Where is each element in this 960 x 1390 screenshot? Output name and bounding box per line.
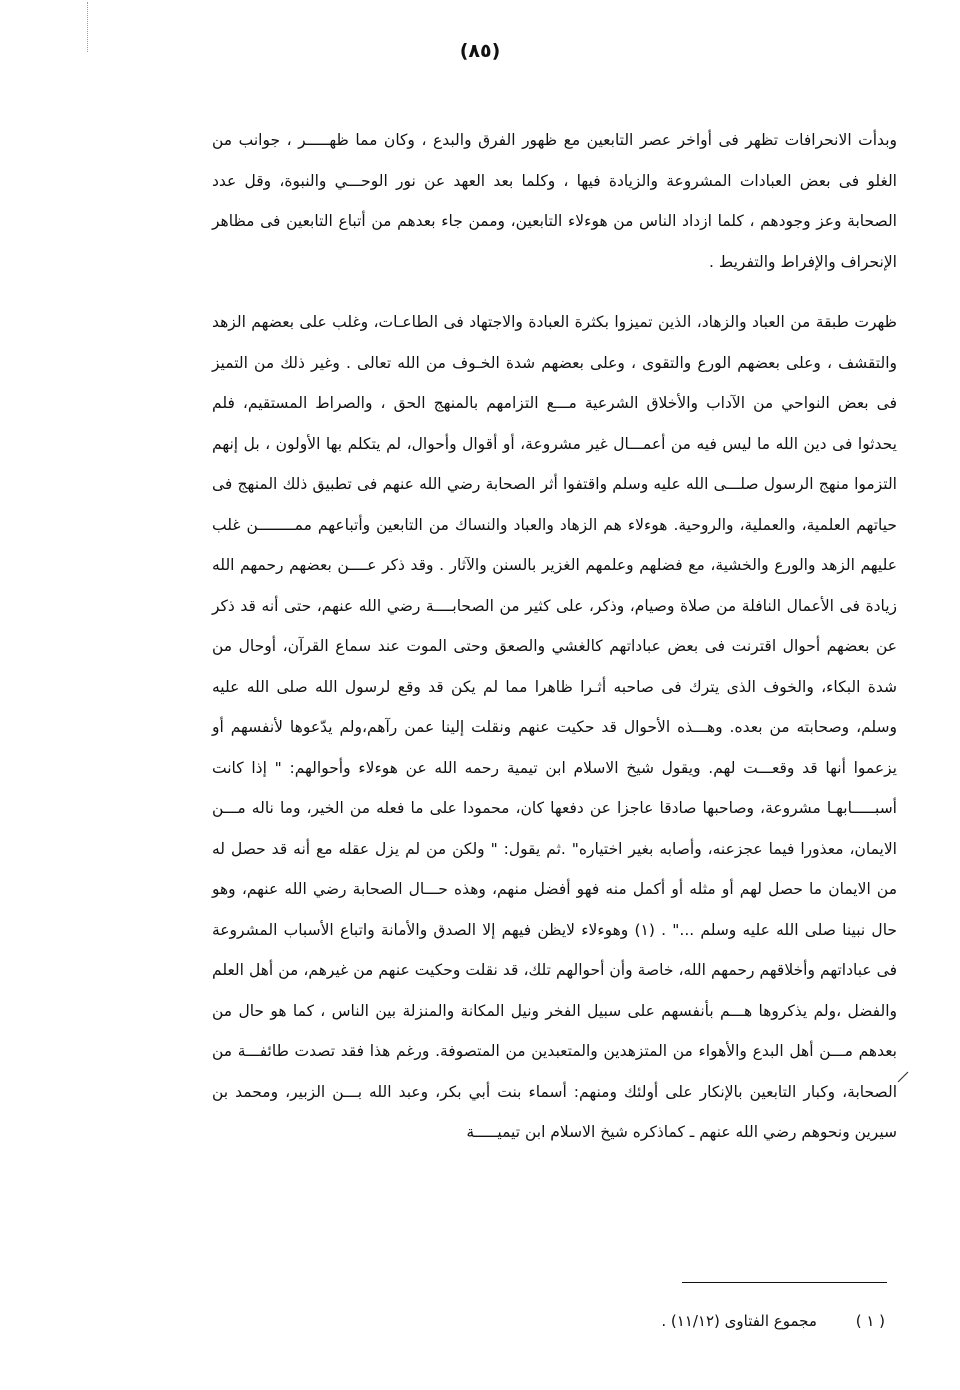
footnote-marker: ( ١ ) (855, 1312, 885, 1330)
paragraph-main: ظهرت طبقة من العباد والزهاد، الذين تميزوا بكثرة العبادة والاجتهاد فى الطاعـات، وغلب على بعضهم الزهد والتقشف ، وعلى بعضهم الورع والتقوى ، وعلى بعضهم شدة الخـوف من الله تعالى . وغير ذلك من التميز فى بعض النواحي من الآداب والأخلاق الشرعية مـــع التزامهم بالمنهج الحق ، والصراط المستقيم، فلم يحدثوا فى دين الله ما ليس فيه من أعمـــال غير مشروعة، أو أقوال وأحوال، لم يتكلم بها الأولون ، بل إنهم التزموا منهج الرسول صلـــى الله عليه وسلم واقتفوا أثر الصحابة رضي الله عنهم فى تطبيق ذلك المنهج فى حياتهم العلمية، والعملية، والروحية. هوءلاء هم الزهاد والعباد والنساك من التابعين وأتباعهم ممــــــــن غلب عليهم الزهد والورع والخشية، مع فضلهم وعلمهم الغزير بالسنن والآثار . وقد ذكر عــــن بعضهم رحمهم الله زيادة فى الأعمال النافلة من صلاة وصيام، وذكر، على كثير من الصحابــــة رضي الله عنهم، حتى أنه قد ذكر عن بعضهم أحوال اقترنت فى بعض عباداتهم كالغشي والصعق وحتى الموت عند سماع القرآن، أوحال من شدة البكاء، والخوف الذى يترك فى صاحبه أثـرا ظاهرا مما لم يكن قد وقع لرسول الله صلى الله عليه وسلم، وصحابته من بعده. وهـــذه الأحوال قد حكيت عنهم ونقلت إلينا عمن رآهم،ولم يدّعوها لأنفسهم أو يزعموا أنها قد وقعـــت لهم. ويقول شيخ الاسلام ابن تيمية رحمه الله عن هوءلاء وأحوالهم: " إذا كانت أسبـــــابهـا مشروعة، وصاحبها صادقا عاجزا عن دفعها كان، محمودا على ما فعله من الخير، وما ناله مـــن الايمان، معذورا فيما عجزعنه، وأصابه بغير اختياره" .ثم يقول: " ولكن من لم يزل عقله مع أنه قد حصل له من الايمان ما حصل لهم أو مثله أو أكمل منه فهو أفضل منهم، وهذه حـــال الصحابة رضي الله عنهم، وهو حال نبينا صلى الله عليه وسلم ..." . (١) وهوءلاء لايظن فيهم إلا الصدق والأمانة واتباع الأسباب المشروعة فى عباداتهم وأخلاقهم رحمهم الله، خاصة وأن أحوالهم تلك، قد نقلت وحكيت عنهم من غيرهم، من أهل العلم والفضل ،ولم يذكروها هـــم بأنفسهم على سبيل الفخر ونيل المكانة والمنزلة بين الناس ، كما هو حال من بعدهم مـــن أهل البدع والأهواء من المتزهدين والمتعبدين من المتصوفة. ورغم هذا فقد تصدت طائفـــة من الصحابة، وكبار التابعين بالإنكار على أولئك ومنهم: أسماء بنت أبي بكر، وعبد الله بـــن الزبير، ومحمد بن سيرين ونحوهم رضي الله عنهم ـ كماذكره شيخ الاسلام ابن تيميـــــة (212, 313, 897, 1141)
paragraph-intro: وبدأت الانحرافات تظهر فى أواخر عصر التابعين مع ظهور الفرق والبدع ، وكان مما ظهـــــر ، جوانب من الغلو فى بعض العبادات المشروعة والزيادة فيها ، وكلما بعد العهد عن نور الوحـــي والنبوة، وقل عدد الصحابة وعز وجودهم ، كلما ازداد الناس من هوءلاء التابعين، وممن جاء بعدهم من أتباع التابعين فى مظاهر الإنحراف والإفراط والتفريط . (212, 131, 897, 271)
body-text (212, 120, 897, 1153)
footnote-text: مجموع الفتاوى (١١/١٢) . (661, 1312, 817, 1330)
footnote (560, 1306, 885, 1336)
page-number: (٨٥) (459, 40, 501, 62)
margin-pen-mark-icon (896, 1070, 910, 1084)
footnote-separator (682, 1282, 887, 1283)
